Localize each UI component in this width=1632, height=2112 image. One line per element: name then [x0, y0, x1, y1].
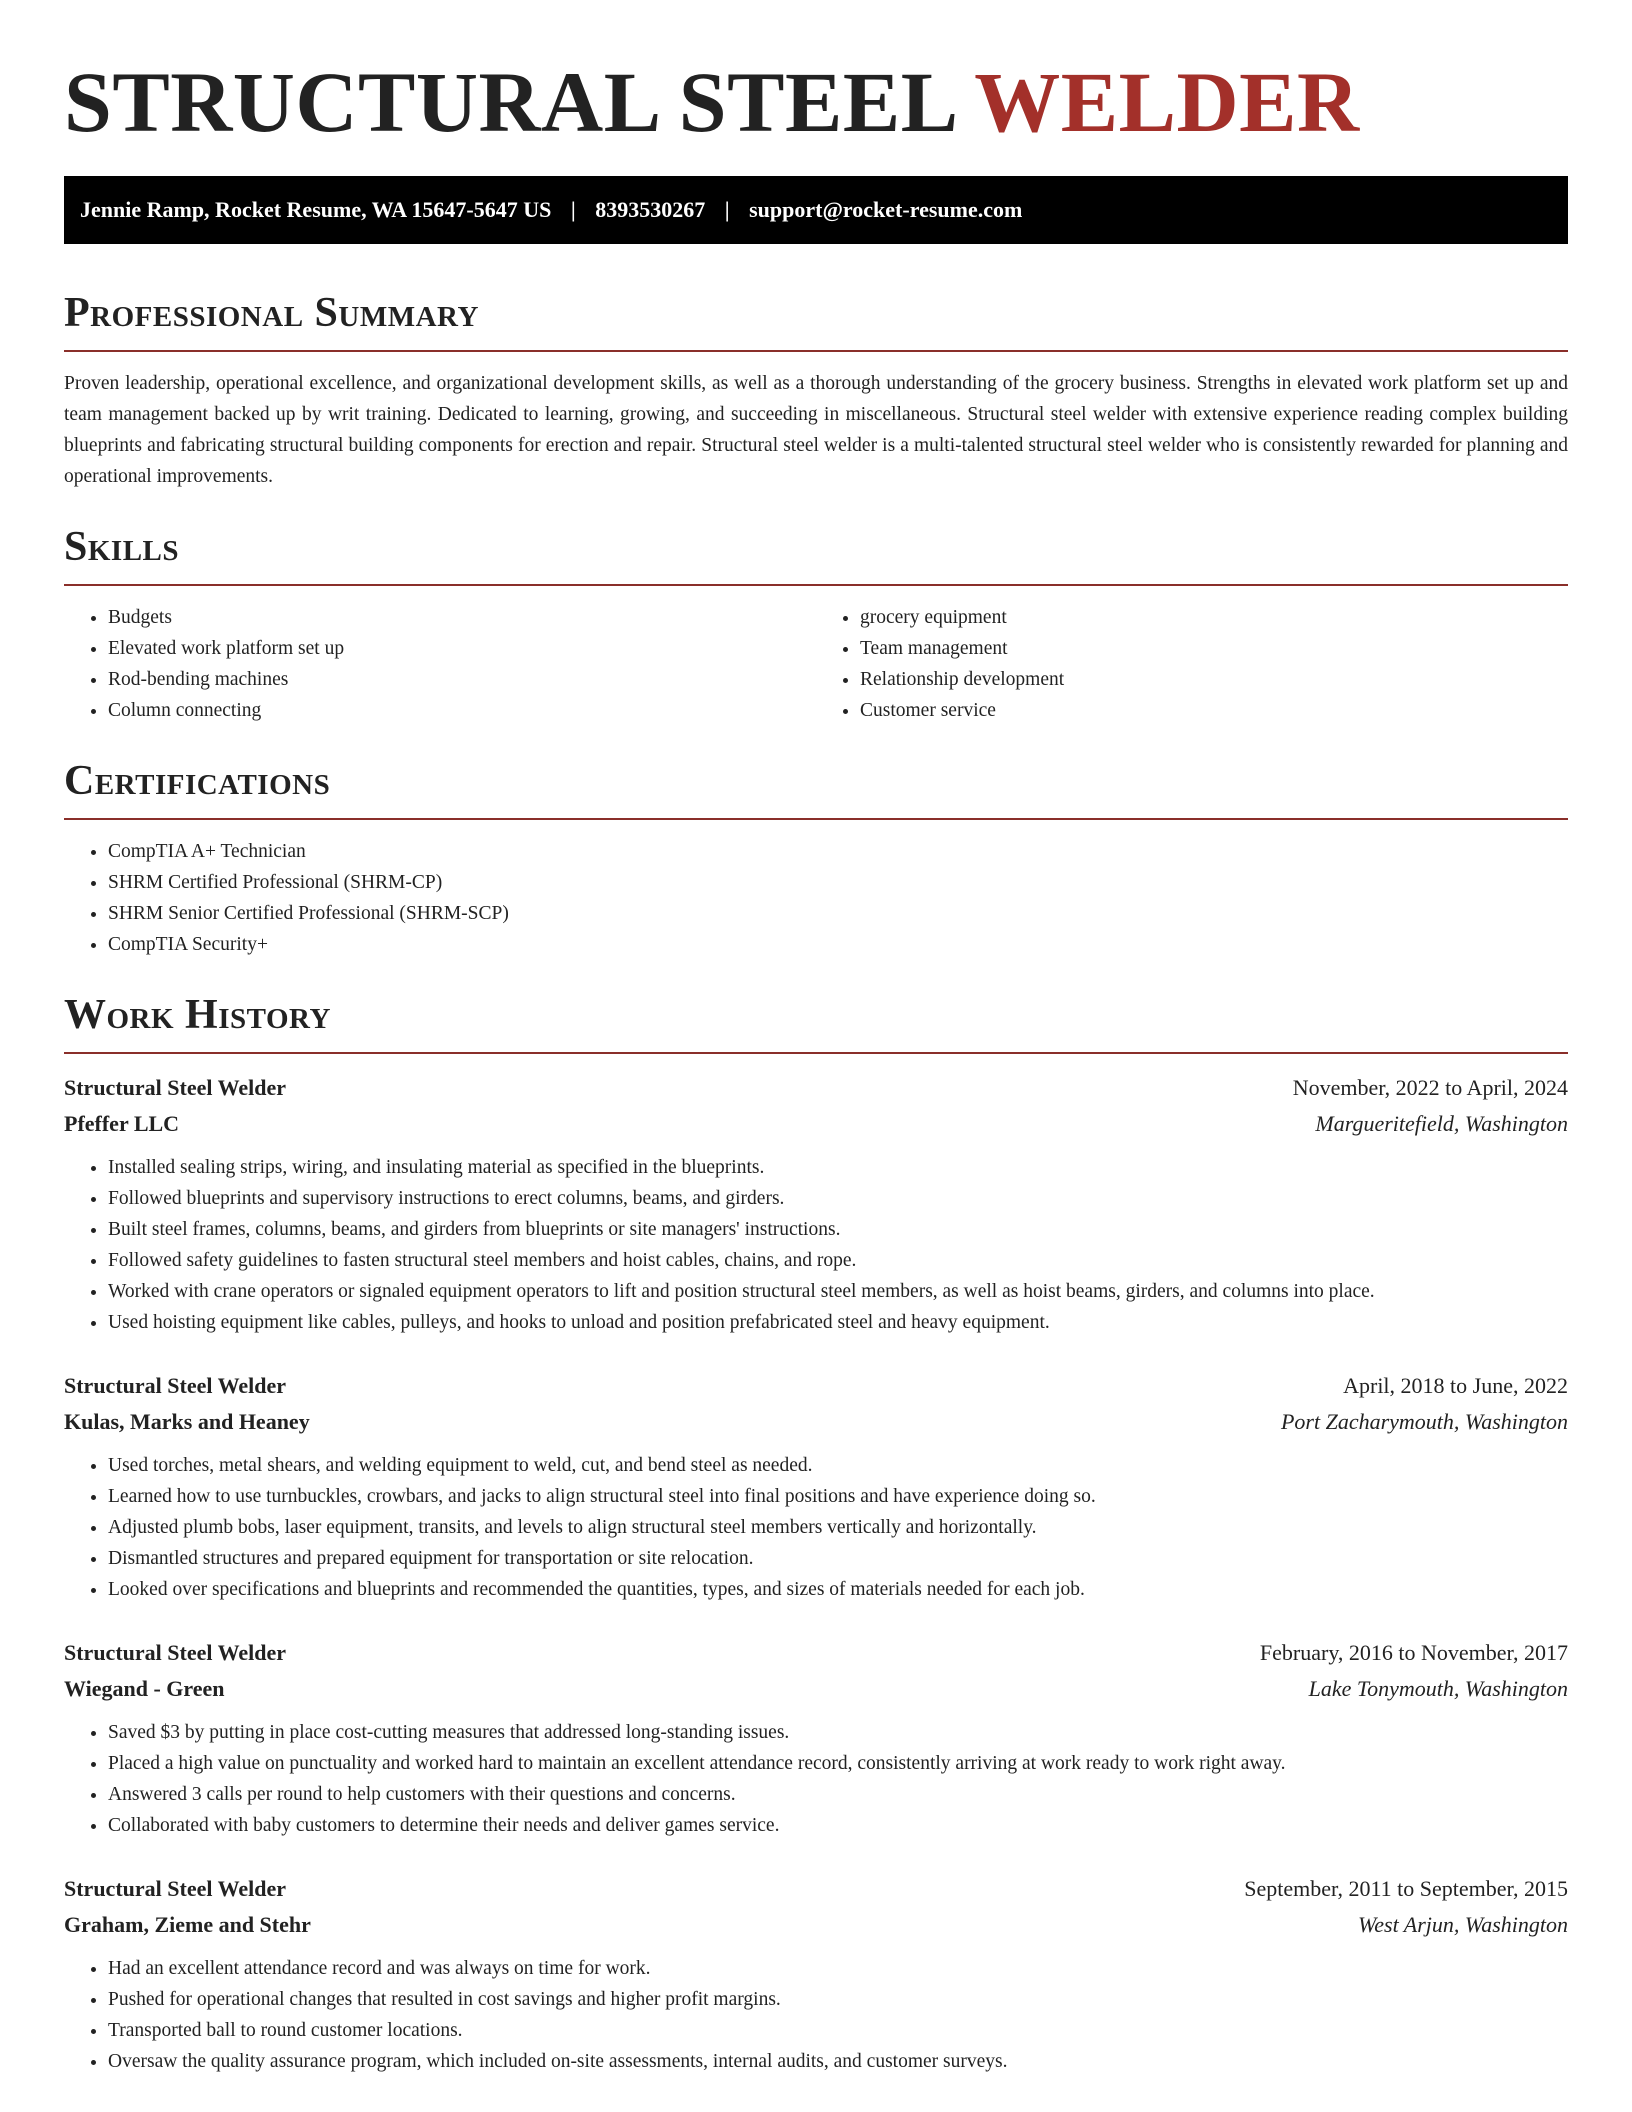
job-duty: • Followed safety guidelines to fasten structural steel members and hoist cables, chains, and rope. [108, 1245, 1568, 1276]
job-company-row [64, 1671, 1568, 1707]
section-divider [64, 350, 1568, 352]
job-duty: • Used hoisting equipment like cables, pulleys, and hooks to unload and position prefabricated steel and heavy equipment. [108, 1307, 1568, 1338]
section-divider [64, 1052, 1568, 1054]
skill-item: • Column connecting [108, 695, 816, 726]
certifications-section [64, 756, 1568, 960]
job-location: Port Zacharymouth, Washington [1280, 1409, 1568, 1434]
job-header-row [64, 1368, 1568, 1404]
skill-item: • Budgets [108, 602, 816, 633]
contact-bar [64, 176, 1568, 244]
job-duties-list [64, 1717, 1568, 1841]
job-company-row [64, 1907, 1568, 1943]
skill-item: • Customer service [860, 695, 1568, 726]
job-entry [64, 1635, 1568, 1841]
job-duty: • Followed blueprints and supervisory instructions to erect columns, beams, and girders. [108, 1183, 1568, 1214]
job-duties-list [64, 1450, 1568, 1605]
job-duty: • Saved $3 by putting in place cost-cutting measures that addressed long-standing issues. [108, 1717, 1568, 1748]
skills-list-right [816, 602, 1568, 726]
job-duty: • Answered 3 calls per round to help customers with their questions and concerns. [108, 1779, 1568, 1810]
skills-heading: Skills [64, 524, 180, 570]
title-accent: WELDER [974, 54, 1360, 150]
job-duty: • Learned how to use turnbuckles, crowbars, and jacks to align structural steel into final positions and have experience doing so. [108, 1481, 1568, 1512]
job-duties-list [64, 1953, 1568, 2077]
skills-grid [64, 602, 1568, 726]
section-divider [64, 584, 1568, 586]
skill-item: • Rod-bending machines [108, 664, 816, 695]
certification-item: • SHRM Senior Certified Professional (SHRM-SCP) [108, 898, 1568, 929]
job-duty: • Oversaw the quality assurance program, which included on-site assessments, internal audits, and customer surveys. [108, 2046, 1568, 2077]
job-dates: September, 2011 to September, 2015 [1244, 1876, 1568, 1901]
skill-item: • grocery equipment [860, 602, 1568, 633]
job-dates: February, 2016 to November, 2017 [1259, 1640, 1568, 1665]
job-entry [64, 1070, 1568, 1338]
job-duty: • Adjusted plumb bobs, laser equipment, transits, and levels to align structural steel members vertically and horizontally. [108, 1512, 1568, 1543]
contact-email: support@rocket-resume.com [749, 197, 1023, 222]
skill-item: • Team management [860, 633, 1568, 664]
job-dates: April, 2018 to June, 2022 [1343, 1373, 1568, 1398]
job-duty: • Looked over specifications and blueprints and recommended the quantities, types, and sizes of materials needed for each job. [108, 1574, 1568, 1605]
job-duty: • Used torches, metal shears, and welding equipment to weld, cut, and bend steel as needed. [108, 1450, 1568, 1481]
job-dates: November, 2022 to April, 2024 [1292, 1075, 1568, 1100]
job-header-row [64, 1070, 1568, 1106]
job-location: Margueritefield, Washington [1315, 1111, 1568, 1136]
certification-item: • SHRM Certified Professional (SHRM-CP) [108, 867, 1568, 898]
skills-list-left [64, 602, 816, 726]
certifications-heading: Certifications [64, 758, 331, 804]
work-history-section [64, 990, 1568, 2077]
job-duty: • Dismantled structures and prepared equipment for transportation or site relocation. [108, 1543, 1568, 1574]
job-company-row [64, 1404, 1568, 1440]
job-duty: • Had an excellent attendance record and was always on time for work. [108, 1953, 1568, 1984]
job-title: Structural Steel Welder [64, 1075, 286, 1100]
skill-item: • Relationship development [860, 664, 1568, 695]
job-entry [64, 1368, 1568, 1605]
contact-address: Jennie Ramp, Rocket Resume, WA 15647-5647 US [80, 197, 552, 222]
job-location: Lake Tonymouth, Washington [1308, 1676, 1568, 1701]
job-header-row [64, 1871, 1568, 1907]
job-header-row [64, 1635, 1568, 1671]
job-title: Structural Steel Welder [64, 1876, 286, 1901]
contact-separator: | [570, 197, 576, 222]
job-duties-list [64, 1152, 1568, 1338]
certification-item: • CompTIA Security+ [108, 929, 1568, 960]
section-divider [64, 818, 1568, 820]
contact-separator: | [724, 197, 730, 222]
job-title: Structural Steel Welder [64, 1640, 286, 1665]
contact-phone: 8393530267 [595, 197, 706, 222]
resume-title [64, 52, 1568, 152]
job-company-row [64, 1106, 1568, 1142]
job-duty: • Built steel frames, columns, beams, and girders from blueprints or site managers' instructions. [108, 1214, 1568, 1245]
summary-heading: Professional Summary [64, 290, 479, 336]
job-company: Pfeffer LLC [64, 1111, 180, 1136]
job-company: Graham, Zieme and Stehr [64, 1912, 311, 1937]
job-entry [64, 1871, 1568, 2077]
skill-item: • Elevated work platform set up [108, 633, 816, 664]
job-duty: • Collaborated with baby customers to determine their needs and deliver games service. [108, 1810, 1568, 1841]
job-duty: • Placed a high value on punctuality and worked hard to maintain an excellent attendance record, consistently arriving at work ready to work right away. [108, 1748, 1568, 1779]
certification-item: • CompTIA A+ Technician [108, 836, 1568, 867]
job-title: Structural Steel Welder [64, 1373, 286, 1398]
job-duty: • Pushed for operational changes that resulted in cost savings and higher profit margins. [108, 1984, 1568, 2015]
summary-text: Proven leadership, operational excellence, and organizational development skills, as well as a thorough understanding of the grocery business. Strengths in elevated work platform set up and team management backed up by writ training. Dedicated to learning, growing, and succeeding in miscellaneous. Structural steel welder with extensive experience reading complex building blueprints and fabricating structural building components for erection and repair. Structural steel welder is a multi-talented structural steel welder who is consistently rewarded for planning and operational improvements. [64, 373, 1568, 487]
job-location: West Arjun, Washington [1357, 1912, 1568, 1937]
summary-section [64, 288, 1568, 492]
title-main: STRUCTURAL STEEL [64, 54, 954, 150]
work-history-heading: Work History [64, 992, 331, 1038]
job-company: Wiegand - Green [64, 1676, 225, 1701]
skills-section [64, 522, 1568, 726]
job-company: Kulas, Marks and Heaney [64, 1409, 310, 1434]
certifications-list [64, 836, 1568, 960]
job-duty: • Installed sealing strips, wiring, and insulating material as specified in the blueprints. [108, 1152, 1568, 1183]
job-duty: • Transported ball to round customer locations. [108, 2015, 1568, 2046]
job-duty: • Worked with crane operators or signaled equipment operators to lift and position structural steel members, as well as hoist beams, girders, and columns into place. [108, 1276, 1568, 1307]
